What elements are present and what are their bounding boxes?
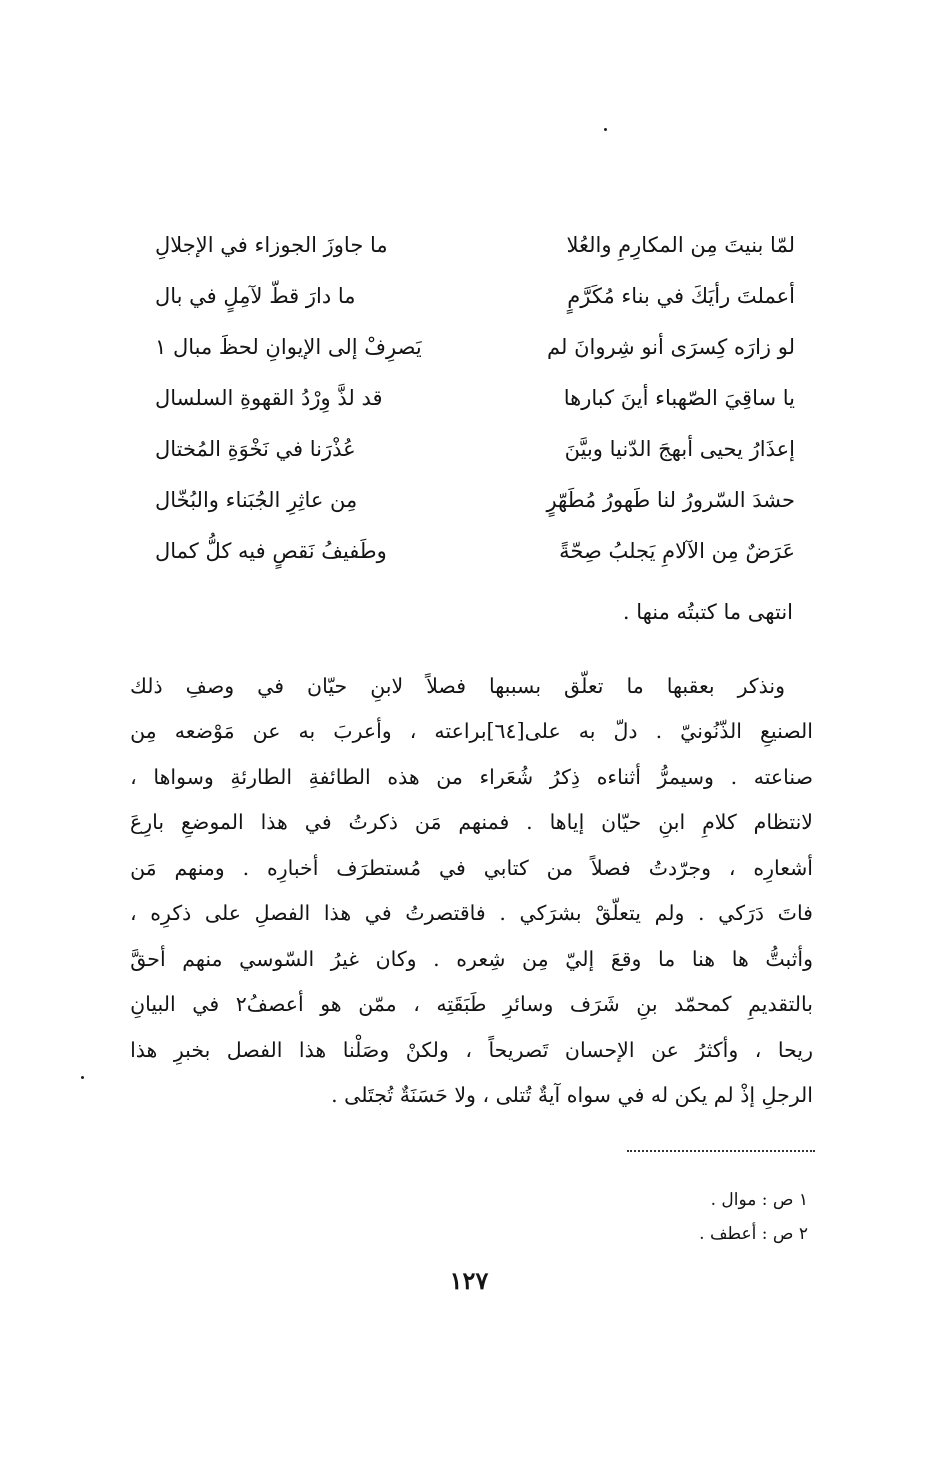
verse-first-hemistich: لمّا بنيتَ مِن المكارِمِ والعُلا — [566, 233, 795, 257]
prose-word: . — [499, 901, 506, 925]
verse-first-hemistich: لو زارَه كِسرَى أنو شِروانَ لم — [547, 335, 795, 359]
prose-word: شَرَف — [569, 992, 620, 1016]
prose-word: بخبرِ — [173, 1037, 211, 1062]
prose-word: شُعَراء — [479, 764, 534, 789]
prose-line — [130, 891, 813, 937]
prose-word: مَوْضعه — [174, 719, 235, 743]
prose-word: منهم — [182, 946, 223, 971]
prose-word: حيّان — [601, 810, 642, 834]
verse-first-hemistich: أعملتَ رأيَكَ في بناء مُكَرَّمٍ — [567, 284, 795, 308]
prose-word: ، — [465, 1037, 472, 1062]
prose-word: ، — [130, 764, 137, 789]
prose-word: على — [204, 901, 241, 925]
verse-6 — [155, 475, 795, 526]
prose-word: وأعربَ — [333, 719, 392, 743]
prose-word: السّوسي — [239, 946, 315, 971]
prose-word: الموضعِ — [181, 810, 244, 834]
prose-word: الصنيعِ — [759, 719, 813, 743]
prose-word: بشرَكي — [519, 901, 582, 925]
prose-word: ذِكرُ — [549, 764, 581, 789]
prose-word: في — [364, 901, 392, 925]
prose-word: وأكثرُ — [695, 1037, 739, 1062]
prose-word: الطارئةِ — [230, 764, 293, 789]
prose-word: على[٦٤]براعته — [434, 719, 561, 743]
prose-word: بسببها — [488, 673, 542, 698]
prose-word: الفصل — [226, 1037, 283, 1062]
footnotes — [699, 1183, 808, 1251]
verse-second-hemistich: ما جاوزَ الجوزاء في الإجلالِ — [155, 233, 388, 257]
prose-word: الفصلِ — [254, 901, 311, 925]
footnote: ١ ص : موال . — [710, 1190, 808, 1210]
prose-line — [130, 845, 813, 891]
prose-word: مَن — [130, 855, 157, 880]
prose-word: في — [192, 992, 220, 1016]
prose-word: عن — [651, 1037, 679, 1062]
prose-word: هو — [320, 992, 342, 1016]
prose-word: هنا — [691, 946, 716, 971]
prose-word: فصلاً — [426, 673, 466, 698]
prose-word: هذا — [298, 1037, 327, 1062]
prose-word: هذا — [130, 1037, 158, 1062]
prose-word: . — [433, 946, 440, 971]
footnote: ٢ ص : أعطف . — [699, 1224, 808, 1244]
verse-1 — [155, 220, 795, 271]
prose-word: طَبَقَتِه — [436, 992, 487, 1016]
prose-word: الطائفةِ — [308, 764, 371, 789]
prose-word: ما — [658, 946, 676, 971]
prose-word: ممّن — [358, 992, 397, 1016]
prose-word: بنِ — [636, 992, 658, 1016]
prose-word: وأثبتُّ — [765, 946, 813, 971]
prose-word: إليّ — [565, 946, 595, 971]
prose-word: فاقتصرتُ — [405, 901, 486, 925]
prose-line — [130, 936, 813, 982]
prose-word: وصفِ — [185, 673, 235, 698]
prose-word: كتابي — [483, 855, 529, 880]
prose-word: بارِعَ — [130, 810, 165, 834]
prose-word: من — [436, 764, 463, 789]
prose-word: ، — [728, 855, 736, 880]
prose-word: إياها — [549, 810, 585, 834]
speck-mark — [81, 1076, 84, 1079]
poem — [155, 220, 795, 577]
prose-word: وسواها — [153, 764, 214, 789]
verse-second-hemistich: يَصرِفْ إلى الإيوانِ لحظَ مبال ١ — [155, 335, 422, 359]
prose-word: مِن — [130, 719, 157, 743]
prose-line — [130, 800, 813, 846]
prose-word: غيرُ — [330, 946, 360, 971]
prose-word: ولم — [654, 901, 685, 925]
prose-word: ومنهم — [174, 855, 225, 880]
prose-word: وسيمرُّ — [657, 764, 714, 789]
prose-word: مِن — [522, 946, 549, 971]
prose-word: . — [655, 719, 663, 743]
prose-word: بالتقديمِ — [748, 992, 813, 1016]
prose-word: حيّان — [307, 673, 348, 698]
prose-word: . — [242, 855, 250, 880]
prose-word: أحقَّ — [130, 946, 166, 971]
prose-word: ابنِ — [658, 810, 686, 834]
prose-word: وجرّدتُ — [648, 855, 711, 880]
prose-word: لانتظام — [753, 810, 813, 834]
prose-word: ، — [413, 992, 420, 1016]
prose-word: مُستطرَف — [336, 855, 422, 880]
verse-first-hemistich: يا ساقِيَ الصّهباء أينَ كبارها — [563, 386, 795, 410]
prose-word: هذا — [260, 810, 288, 834]
verse-first-hemistich: إعذَارُ يحيى أبهجَ الدّنيا وبيَّنَ — [564, 437, 795, 461]
verse-4 — [155, 373, 795, 424]
prose-paragraph — [130, 663, 813, 1118]
verse-second-hemistich: ما دارَ قطّ لآمِلٍ في بال — [155, 284, 356, 308]
verse-second-hemistich: عُذْرَنا في نَخْوَةِ المُختال — [155, 437, 356, 461]
prose-word: ، — [409, 719, 417, 743]
prose-word: مَن — [414, 810, 442, 834]
prose-word: في — [438, 855, 466, 880]
prose-word: . — [526, 810, 533, 834]
prose-word: . — [697, 901, 705, 925]
prose-word: ، — [130, 901, 137, 925]
prose-word: ها — [731, 946, 749, 971]
prose-word: ذكرتُ — [348, 810, 398, 834]
prose-word: وسائرِ — [503, 992, 554, 1016]
verse-second-hemistich: وطَفيفُ نَقصٍ فيه كلُّ كمال — [155, 539, 387, 563]
prose-word: فمنهم — [458, 810, 510, 834]
verse-first-hemistich: حشدَ السّرورُ لنا طَهورُ مُطَهّرٍ — [546, 488, 795, 512]
prose-word: كمحمّد — [674, 992, 732, 1016]
verse-5 — [155, 424, 795, 475]
prose-word: في — [257, 673, 285, 698]
prose-word: ، — [754, 1037, 762, 1062]
verse-second-hemistich: مِن عاثِرِ الجُبَناء والبُخّال — [155, 488, 358, 512]
prose-word: الإحسان — [564, 1037, 635, 1062]
prose-word: أخبارِه — [266, 855, 319, 880]
prose-word: دلّ — [613, 719, 638, 743]
prose-word: تعلّق — [564, 673, 604, 698]
prose-word: ذكرِه — [150, 901, 192, 925]
prose-line — [130, 1027, 813, 1073]
prose-word: فاتَ — [777, 901, 813, 925]
prose-word: به — [578, 719, 596, 743]
prose-word: من — [546, 855, 574, 880]
verse-3 — [155, 322, 795, 373]
speck-mark — [604, 128, 607, 131]
prose-word: كلامِ — [702, 810, 737, 834]
prose-word: فصلاً — [591, 855, 631, 880]
prose-word: ونذكر — [737, 673, 785, 698]
prose-word: أعصفُ٢ — [235, 992, 304, 1016]
prose-word: وصَلْنا — [342, 1037, 390, 1062]
prose-word: دَرَكي — [718, 901, 765, 925]
prose-line — [130, 754, 813, 800]
verse-second-hemistich: قد لذَّ وِرْدُ القهوةِ السلسال — [155, 386, 383, 410]
prose-word: في — [304, 810, 332, 834]
prose-word: صناعته — [753, 764, 813, 789]
prose-word: شِعره — [456, 946, 506, 971]
prose-word: البيانِ — [130, 992, 176, 1016]
prose-word: بعقبها — [666, 673, 715, 698]
prose-word: وقعَ — [610, 946, 642, 971]
prose-word: أشعارِه — [753, 855, 813, 880]
prose-word: عن — [252, 719, 281, 743]
closing-line: انتهى ما كتبتُه منها . — [622, 600, 793, 624]
prose-word: به — [298, 719, 316, 743]
prose-line: الرجلِ إذْ لم يكن له في سواه آيةٌ تُتلى ، ولا حَسَنَةٌ تُجتَلى . — [331, 1083, 813, 1107]
prose-line — [130, 709, 813, 755]
prose-word: يتعلّقْ — [595, 901, 641, 925]
page-number: ١٢٧ — [449, 1266, 489, 1295]
prose-word: ريحا — [777, 1037, 813, 1062]
verse-7 — [155, 526, 795, 577]
prose-word: تَصريحاً — [488, 1037, 549, 1062]
prose-word: . — [730, 764, 738, 789]
prose-word: لابنِ — [370, 673, 404, 698]
prose-line — [130, 982, 813, 1028]
prose-word: الذّنُونيّ — [680, 719, 742, 743]
prose-word: ما — [626, 673, 644, 698]
prose-word: هذا — [323, 901, 352, 925]
prose-word: أثناءه — [596, 764, 641, 789]
verse-first-hemistich: عَرَضٌ مِن الآلامِ يَجلبُ صِحّةً — [559, 539, 795, 563]
prose-word: ولكنْ — [405, 1037, 449, 1062]
verse-2 — [155, 271, 795, 322]
prose-word: وكان — [375, 946, 417, 971]
prose-word: ذلك — [130, 673, 163, 698]
prose-word: هذه — [387, 764, 420, 789]
prose-line — [130, 663, 813, 709]
footnote-separator — [627, 1150, 815, 1152]
